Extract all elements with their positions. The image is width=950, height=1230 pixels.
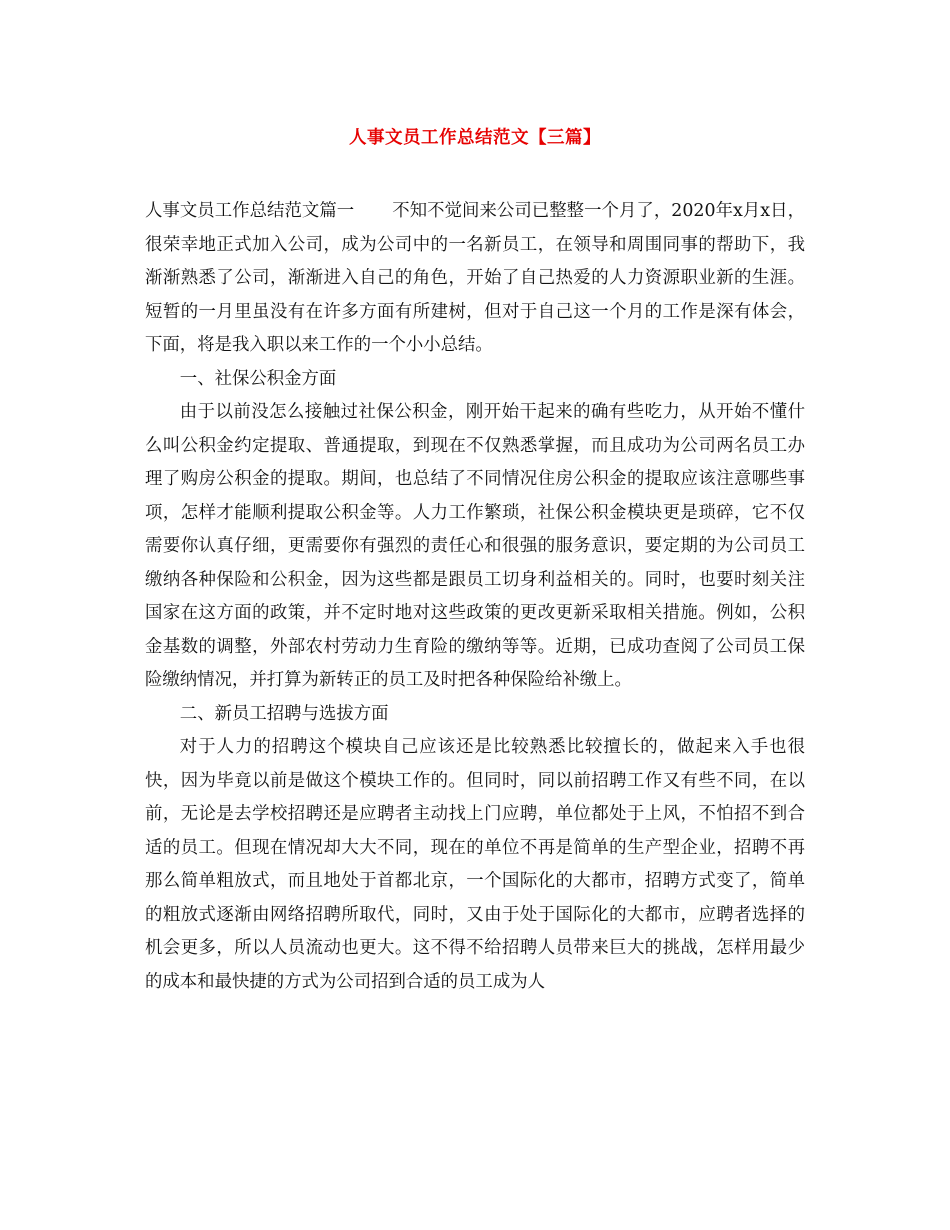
section1-heading: 一、社保公积金方面 — [179, 368, 337, 389]
section2-paragraph: 对于人力的招聘这个模块自己应该还是比较熟悉比较擅长的，做起来入手也很快，因为毕竟以前是做这个模块工作的。但同时，同以前招聘工作又有些不同，在以前，无论是去学校招聘还是应聘者主动找上门应聘，单位都处于上风，不怕招不到合适的员工。但现在情况却大大不同，现在的单位不再是简单的生产型企业，招聘不再那么简单粗放式，而且地处于首都北京，一个国际化的大都市，招聘方式变了，简单的粗放式逐渐由网络招聘所取代，同时，又由于处于国际化的大都市，应聘者选择的机会更多，所以人员流动也更大。这不得不给招聘人员带来巨大的挑战，怎样用最少的成本和最快捷的方式为公司招到合适的员工成为人 — [145, 737, 805, 992]
document-title: 人事文员工作总结范文【三篇】 — [349, 128, 601, 148]
section2-heading: 二、新员工招聘与选拔方面 — [179, 703, 389, 724]
intro-text: 不知不觉间来公司已整整一个月了，2020年x月x日，很荣幸地正式加入公司，成为公司中的一名新员工，在领导和周围同事的帮助下，我渐渐熟悉了公司，渐渐进入自己的角色，开始了自己热爱的人力资源职业新的生涯。短暂的一月里虽没有在许多方面有所建树，但对于自己这一个月的工作是深有体会，下面，将是我入职以来工作的一个小小总结。 — [145, 201, 805, 355]
document-body — [145, 195, 805, 999]
intro-heading: 人事文员工作总结范文篇一 — [145, 201, 355, 221]
intro-paragraph — [145, 195, 805, 363]
section1-paragraph: 由于以前没怎么接触过社保公积金，刚开始干起来的确有些吃力，从开始不懂什么叫公积金约定提取、普通提取，到现在不仅熟悉掌握，而且成功为公司两名员工办理了购房公积金的提取。期间，也总结了不同情况住房公积金的提取应该注意哪些事项，怎样才能顺利提取公积金等。人力工作繁琐，社保公积金模块更是琐碎，它不仅需要你认真仔细，更需要你有强烈的责任心和很强的服务意识，要定期的为公司员工缴纳各种保险和公积金，因为这些都是跟员工切身利益相关的。同时，也要时刻关注国家在这方面的政策，并不定时地对这些政策的更改更新采取相关措施。例如，公积金基数的调整，外部农村劳动力生育险的缴纳等等。近期，已成功查阅了公司员工保险缴纳情况，并打算为新转正的员工及时把各种保险给补缴上。 — [145, 402, 805, 690]
